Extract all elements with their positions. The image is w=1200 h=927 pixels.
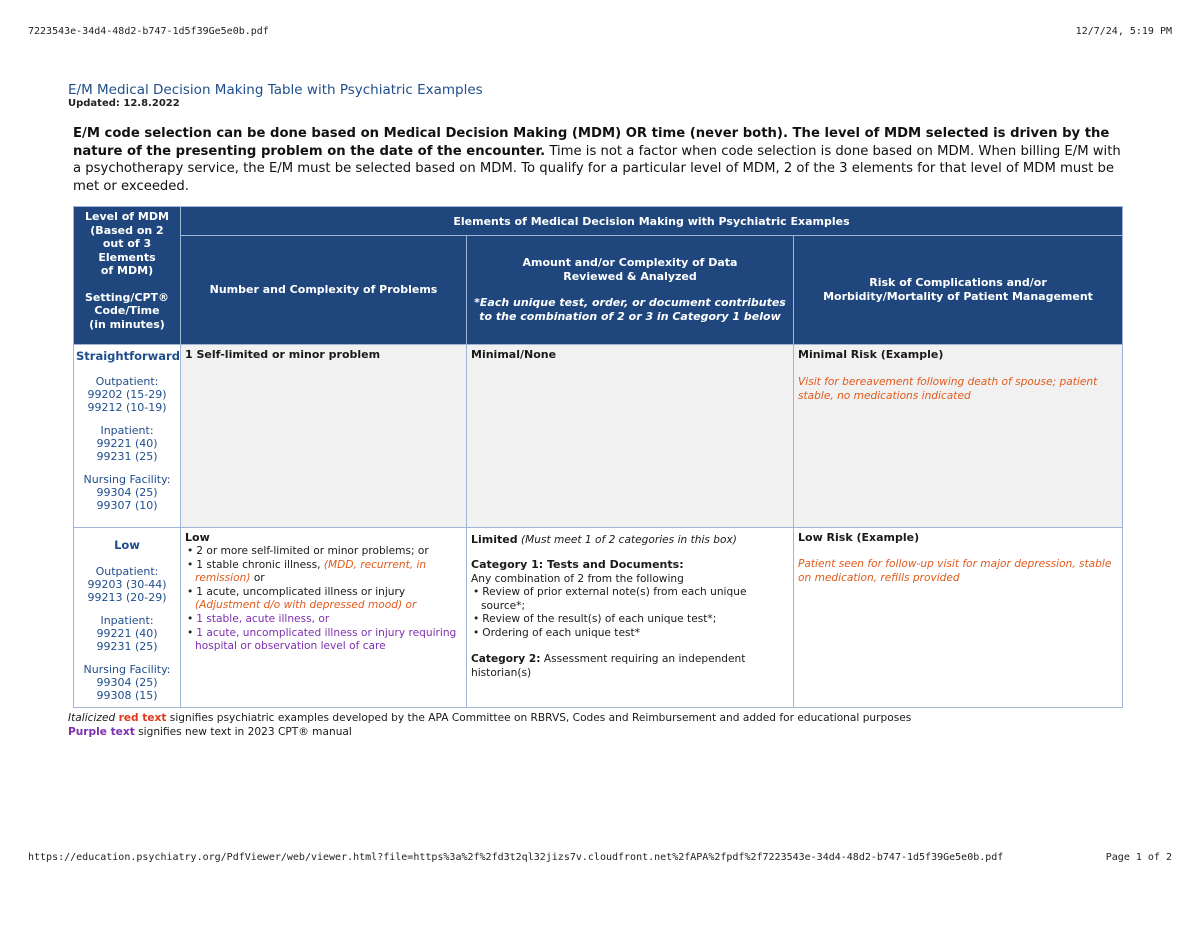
- print-timestamp: 12/7/24, 5:19 PM: [1075, 26, 1172, 37]
- print-header: [28, 26, 1172, 37]
- problems-list-low: [185, 545, 462, 654]
- mdm-table: [73, 206, 1123, 708]
- data-cell-straightforward: Minimal/None: [467, 345, 794, 528]
- list-item: • Review of the result(s) of each unique test*;: [471, 613, 789, 627]
- legend-red: Italicized red text signifies psychiatric examples developed by the APA Committee on RBRVS, Codes and Reimbursement and added for educational purposes: [68, 712, 912, 724]
- list-item: • Review of prior external note(s) from each unique source*;: [471, 586, 789, 613]
- legend: [68, 711, 911, 739]
- updated-date: Updated: 12.8.2022: [68, 98, 180, 109]
- problems-cell-straightforward: 1 Self-limited or minor problem: [181, 345, 467, 528]
- print-url: https://education.psychiatry.org/PdfViewer/web/viewer.html?file=https%3a%2f%2fd3t2ql32jizs7v.cloudfront.net%2fAPA%2fpdf%2f7223543e-34d4-48d2-b747-1d5f39Ge5e0b.pdf: [28, 852, 1004, 863]
- legend-purple: Purple text signifies new text in 2023 CPT® manual: [68, 726, 352, 738]
- print-filename: 7223543e-34d4-48d2-b747-1d5f39Ge5e0b.pdf: [28, 26, 269, 37]
- header-problems: Number and Complexity of Problems: [181, 236, 467, 345]
- risk-example-straightforward: Visit for bereavement following death of spouse; patient stable, no medications indicated: [798, 376, 1098, 402]
- table-row-straightforward: [74, 345, 1123, 528]
- risk-example-low: Patient seen for follow-up visit for major depression, stable on medication, refills provided: [798, 558, 1112, 584]
- header-level-of-mdm: Level of MDM (Based on 2 out of 3 Elements of MDM) Setting/CPT® Code/Time (in minutes): [74, 207, 181, 345]
- list-item: • 1 stable chronic illness, (MDD, recurrent, in remission) or: [185, 559, 462, 586]
- header-elements: Elements of Medical Decision Making with Psychiatric Examples: [181, 207, 1123, 236]
- intro-bold-text: E/M code selection can be done based on Medical Decision Making (MDM) OR time (never both). The level of MDM selected is driven by the nature of the presenting problem on the date of the encounter.: [73, 126, 1110, 159]
- intro-text: Time is not a factor when code selection is done based on MDM. When billing E/M with a psychotherapy service, the E/M must be selected based on MDM. To qualify for a particular level of MDM, 2 of the 3 elements for that level of MDM must be met or exceeded.: [73, 143, 1121, 194]
- risk-cell-straightforward: Minimal Risk (Example) Visit for bereavement following death of spouse; patient stable, no medications indicated: [794, 345, 1123, 528]
- header-risk: Risk of Complications and/or Morbidity/Mortality of Patient Management: [794, 236, 1123, 345]
- category-1-list: [471, 586, 789, 640]
- problems-cell-low: Low • 2 or more self-limited or minor problems; or • 1 stable chronic illness, (MDD, recurrent, in remission) or • 1 acute, uncomplicated illness or injury (Adjustment d/o with depressed mood) or • 1 stable, acute illness, or • 1 acute, uncomplicated illness or injury requiring hospital or observation level of care: [181, 528, 467, 708]
- print-footer: [28, 852, 1172, 863]
- intro-paragraph: [73, 125, 1123, 195]
- list-item: • 1 stable, acute illness, or: [185, 613, 462, 627]
- document-title: E/M Medical Decision Making Table with Psychiatric Examples: [68, 82, 483, 98]
- risk-cell-low: Low Risk (Example) Patient seen for follow-up visit for major depression, stable on medication, refills provided: [794, 528, 1123, 708]
- data-cell-low: Limited (Must meet 1 of 2 categories in this box) Category 1: Tests and Documents: Any combination of 2 from the following • Review of prior external note(s) from each unique source*; • Review of the result(s) of each unique test*; • Ordering of each unique test* Category 2: Assessment requiring an independent historian(s): [467, 528, 794, 708]
- list-item: • 2 or more self-limited or minor problems; or: [185, 545, 462, 559]
- level-cell-low: Low Outpatient: 99203 (30-44) 99213 (20-29) Inpatient: 99221 (40) 99231 (25) Nursing Facility: 99304 (25) 99308 (15): [74, 528, 181, 708]
- table-row-low: [74, 528, 1123, 708]
- level-cell-straightforward: Straightforward Outpatient: 99202 (15-29) 99212 (10-19) Inpatient: 99221 (40) 99231 (25) Nursing Facility: 99304 (25) 99307 (10): [74, 345, 181, 528]
- list-item: • 1 acute, uncomplicated illness or injury requiring hospital or observation level of care: [185, 627, 462, 654]
- list-item: • 1 acute, uncomplicated illness or injury (Adjustment d/o with depressed mood) or: [185, 586, 462, 613]
- list-item: • Ordering of each unique test*: [471, 627, 789, 641]
- page-number: Page 1 of 2: [1105, 852, 1172, 863]
- header-data: Amount and/or Complexity of Data Reviewed & Analyzed *Each unique test, order, or document contributes to the combination of 2 or 3 in Category 1 below: [467, 236, 794, 345]
